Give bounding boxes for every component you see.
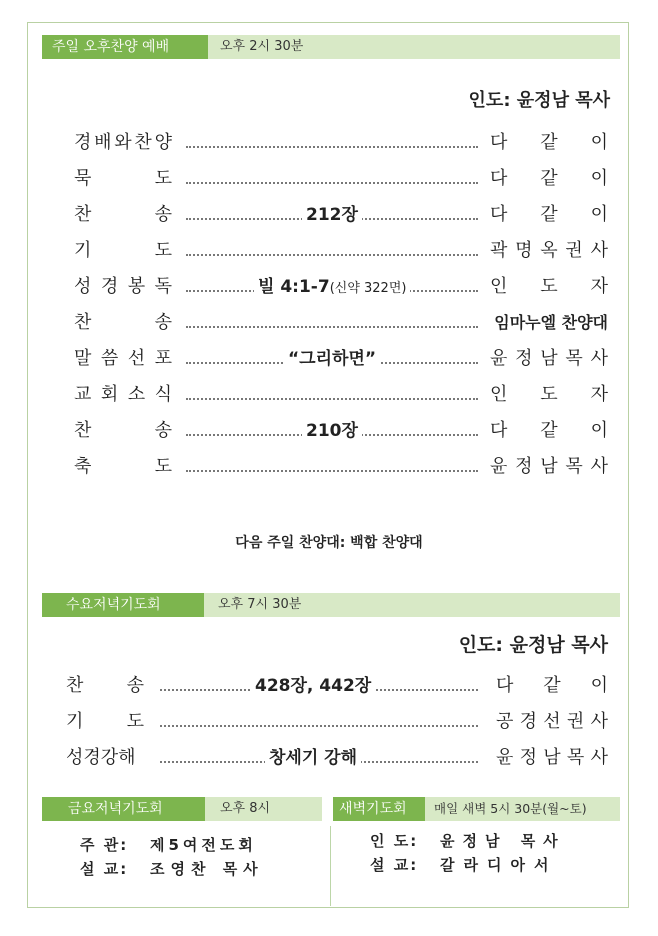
label-char: 찬 [134,132,152,153]
label-char: 와 [114,132,132,153]
friday-service-tag: 금요저녁기도회 [42,797,205,821]
order-item-label [74,234,172,268]
label-char: 기 [66,711,84,732]
dawn-sermon-label: 설 교: [370,856,419,874]
person-char: 자 [590,276,608,297]
person-char: 옥 [540,240,558,261]
order-item-detail [254,270,410,306]
label-char: 봉 [127,276,146,297]
detail-page-ref: (신약 322면) [329,281,407,296]
person-char: 윤 [490,456,508,477]
person-char: 목 [565,348,583,369]
order-row [0,414,658,448]
dawn-header-band [333,797,620,821]
person-char: 명 [515,240,533,261]
label-char: 포 [154,348,172,369]
order-item-label [74,450,172,484]
person-char: 다 [490,204,508,225]
person-char: 권 [566,711,585,732]
dot-leader [186,254,478,256]
order-item-person [490,342,608,376]
label-char: 독 [154,276,172,297]
order-item-detail [302,414,362,448]
label-char: 선 [127,348,146,369]
label-char: 도 [126,711,144,732]
person-char: 도 [540,384,558,405]
person-char: 남 [543,747,561,768]
label-char: 씀 [100,348,119,369]
person-char: 이 [590,168,608,189]
person-char: 같 [540,204,558,225]
order-row [0,162,658,196]
order-item-person [490,198,608,232]
dawn-sermon-value: 갈라디아서 [440,856,558,874]
label-char: 기 [74,240,92,261]
label-char: 도 [154,168,172,189]
person-char: 사 [590,456,608,477]
label-char: 회 [100,384,119,405]
person-char: 같 [540,168,558,189]
wednesday-leader: 인도: 윤정남 목사 [458,634,608,656]
afternoon-header-band [42,35,620,59]
order-item-label [74,162,172,196]
order-row [0,741,658,775]
order-item-detail [265,741,361,775]
person-char: 공 [496,711,514,732]
person-char: 임마누엘 찬양대 [494,313,608,332]
order-item-person [496,669,608,703]
order-row [0,306,658,340]
dawn-leader-value: 윤정남 목사 [440,832,566,850]
person-char: 정 [515,348,533,369]
person-char: 선 [543,711,561,732]
order-row [0,450,658,484]
person-char: 이 [590,675,608,696]
detail-text: 212장 [306,205,358,225]
person-char: 윤 [496,747,514,768]
afternoon-leader: 인도: 윤정남 목사 [468,90,610,111]
dawn-service-tag: 새벽기도회 [333,797,425,821]
order-item-label [74,414,172,448]
person-char: 정 [519,747,538,768]
dot-leader [160,725,478,727]
order-item-detail [284,342,380,376]
wednesday-service-tag: 수요저녁기도회 [42,593,204,617]
person-char: 남 [540,456,558,477]
order-item-detail [302,198,362,232]
label-char: 배 [94,132,112,153]
person-char: 다 [490,168,508,189]
label-char: 찬 [74,312,92,333]
order-item-label [74,378,172,412]
order-row [0,234,658,268]
person-char: 사 [590,240,608,261]
dot-leader [186,146,478,148]
dot-leader [186,326,478,328]
dot-leader [186,470,478,472]
order-item-person [490,306,608,340]
order-item-person [490,414,608,448]
wednesday-header-band [42,593,620,617]
label-char: 송 [126,675,144,696]
next-week-choir: 다음 주일 찬양대: 백합 찬양대 [235,535,423,551]
order-item-label [74,342,172,376]
friday-sermon-value: 조영찬 목사 [150,860,264,878]
order-row [0,342,658,376]
wednesday-service-time: 오후 7시 30분 [218,597,302,612]
order-item-label [74,270,172,304]
label-char: 성 [74,276,92,297]
person-char: 사 [590,348,608,369]
friday-host-value: 제5여전도회 [150,836,257,854]
label-char: 찬 [74,204,92,225]
dawn-leader-label: 인 도: [370,832,419,850]
label-char: 찬 [66,675,84,696]
label-char: 경 [74,132,92,153]
friday-host-label: 주 관: [80,836,129,854]
person-char: 남 [540,348,558,369]
order-item-label [66,741,144,775]
label-char: 도 [154,240,172,261]
person-char: 같 [540,132,558,153]
person-char: 목 [565,456,583,477]
person-char: 이 [590,132,608,153]
friday-service-time: 오후 8시 [220,801,271,816]
label-char: 축 [74,456,92,477]
label-char: 말 [74,348,92,369]
dawn-service-time: 매일 새벽 5시 30분(월~토) [434,801,587,816]
order-item-label [74,198,172,232]
label-char: 소 [127,384,146,405]
order-item-label [66,669,144,703]
order-row [0,270,658,304]
order-item-detail [251,669,375,703]
label-char: 송 [154,420,172,441]
column-divider [330,826,331,906]
label-char: 교 [74,384,92,405]
person-char: 다 [496,675,514,696]
person-char: 윤 [490,348,508,369]
person-char: 자 [590,384,608,405]
detail-text: 428장, 442장 [255,676,372,696]
person-char: 권 [565,240,583,261]
friday-sermon-label: 설 교: [80,860,129,878]
label-char: 성경강해 [66,747,136,768]
afternoon-service-time: 오후 2시 30분 [220,39,304,54]
detail-text: 빌 4:1-7 [258,277,330,297]
person-char: 같 [540,420,558,441]
person-char: 다 [490,132,508,153]
order-item-label [74,126,172,160]
person-char: 경 [519,711,538,732]
dot-leader [186,182,478,184]
order-item-person [490,162,608,196]
order-row [0,126,658,160]
order-item-person [496,705,608,739]
person-char: 인 [490,384,508,405]
person-char: 이 [590,420,608,441]
label-char: 경 [100,276,119,297]
label-char: 송 [154,312,172,333]
order-item-person [490,378,608,412]
person-char: 사 [590,747,608,768]
person-char: 도 [540,276,558,297]
person-char: 인 [490,276,508,297]
friday-header-band [42,797,322,821]
person-char: 다 [490,420,508,441]
order-item-person [490,234,608,268]
detail-text: “그리하면” [288,349,377,369]
person-char: 곽 [490,240,508,261]
order-row [0,378,658,412]
label-char: 찬 [74,420,92,441]
order-item-person [496,741,608,775]
order-item-person [490,126,608,160]
dot-leader [186,398,478,400]
afternoon-service-tag: 주일 오후찬양 예배 [42,35,208,59]
order-item-person [490,270,608,304]
label-char: 양 [154,132,172,153]
person-char: 이 [590,204,608,225]
detail-text: 210장 [306,421,358,441]
person-char: 정 [515,456,533,477]
person-char: 사 [590,711,608,732]
order-item-person [490,450,608,484]
person-char: 목 [566,747,585,768]
order-row [0,705,658,739]
label-char: 묵 [74,168,92,189]
label-char: 도 [154,456,172,477]
order-row [0,198,658,232]
order-item-label [66,705,144,739]
person-char: 같 [543,675,561,696]
order-row [0,669,658,703]
label-char: 식 [154,384,172,405]
detail-text: 창세기 강해 [269,748,358,768]
label-char: 송 [154,204,172,225]
order-item-label [74,306,172,340]
